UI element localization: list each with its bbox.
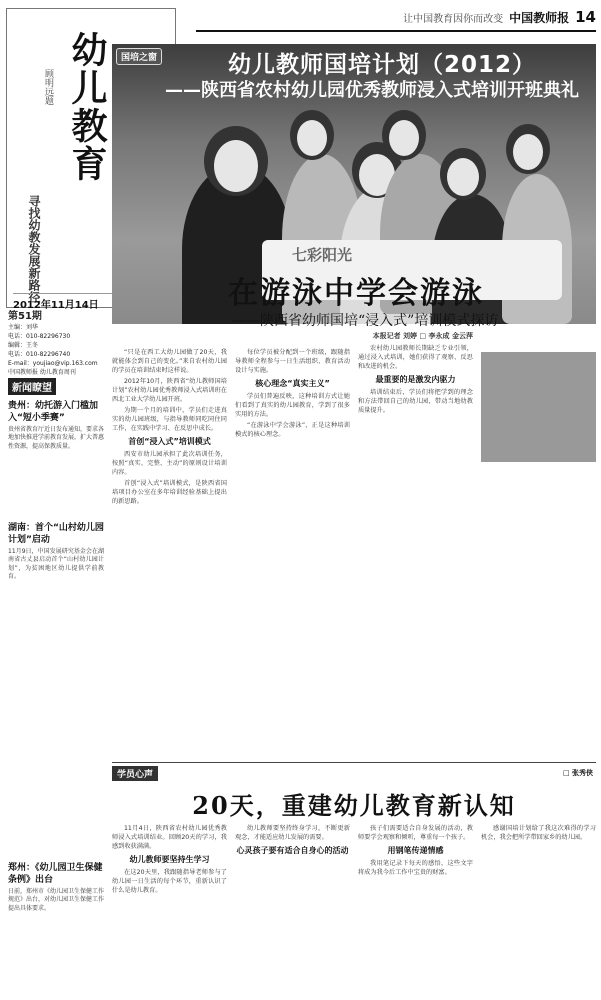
paragraph: 学员们普遍反映，这种培训方式让她们看到了真实的幼儿园教育，学到了很多实用的方法。 xyxy=(235,393,350,418)
text-column xyxy=(358,332,473,764)
meta-line: 中国教师报 幼儿教育周刊 xyxy=(8,369,76,376)
meta-line: E-mail：youjiao@vip.163.com xyxy=(8,360,98,367)
paragraph: 为期一个月的培训中，学员们走进真实的幼儿园班级，与指导教师同吃同住同工作，在实践中学习、在反思中成长。 xyxy=(112,407,227,432)
paragraph: 我用笔记录下每天的感悟，这些文字将成为我今后工作中宝贵的财富。 xyxy=(358,860,473,876)
paragraph: 感谢国培计划给了我这次难得的学习机会，我会把所学带回家乡的幼儿园。 xyxy=(481,825,596,841)
article-subhead: 最重要的是激发内驱力 xyxy=(375,375,456,384)
paragraph: 每位学员被分配到一个班级，跟随指导教师全程参与一日生活组织、教育活动设计与实施。 xyxy=(235,349,350,374)
text-column xyxy=(481,332,596,764)
calligraphy-signature: 顾明远题 xyxy=(43,69,53,105)
person-face xyxy=(214,140,258,192)
paragraph: 幼儿教师要坚持终身学习，不断更新观念，才能适应幼儿发展的需要。 xyxy=(235,825,350,841)
brief-body: 11月9日，中国发展研究基金会在湖南省古丈县启动首个“山村幼儿园计划”，为贫困地区幼儿提供学前教育。 xyxy=(8,548,104,581)
meta-line: 电话：010-82296730 xyxy=(8,333,71,340)
article-subhead: 核心理念“真实主义” xyxy=(255,379,330,388)
news-briefs xyxy=(8,376,104,451)
meta-line: 编辑：王冬 xyxy=(8,342,39,349)
person-face xyxy=(447,158,479,196)
running-header xyxy=(196,4,596,32)
text-column xyxy=(235,824,350,994)
masthead-slogan: 寻找幼教发展新路径 xyxy=(27,195,41,303)
brief-title: 郑州：《幼儿园卫生保健条例》出台 xyxy=(8,863,103,885)
paragraph: 首创“浸入式”培训模式，是陕西省国培项目办公室在多年培训经验基础上提出的新思路。 xyxy=(112,480,227,505)
text-column xyxy=(358,824,473,994)
text-column xyxy=(481,824,596,994)
paragraph: 孩子们需要适合自身发展的活动，教师要学会观察和倾听，尊重每一个孩子。 xyxy=(358,825,473,841)
text-column xyxy=(235,332,350,764)
editorial-info xyxy=(8,312,104,377)
paragraph: 在这20天里，我跟随指导老师参与了幼儿园一日生活的每个环节，重新认识了什么是幼儿教育。 xyxy=(112,869,227,894)
person-face xyxy=(297,120,327,156)
news-brief xyxy=(8,520,104,582)
text-column xyxy=(112,824,227,994)
article-subhead: 用钢笔传递情感 xyxy=(387,846,444,855)
brief-title: 贵州：幼托游入门槛加入“短小季赛” xyxy=(8,401,99,423)
article-subhead: 幼儿教师要坚持生学习 xyxy=(129,855,210,864)
paragraph: 11月4日，陕西省农村幼儿园优秀教师浸入式培训结业。回顾20天的学习，我感到收获满满。 xyxy=(112,825,227,850)
section-label: 新闻瞭望 xyxy=(8,378,56,395)
article-title: 20天，重建幼儿教育新认知 xyxy=(192,791,516,820)
meta-line: 电话：010-82296740 xyxy=(8,351,71,358)
paragraph: 2012年10月，陕西省“幼儿教师国培计划”农村幼儿园优秀教师浸入式培训班在西北工业大学幼儿园开班。 xyxy=(112,378,227,403)
subheadline: ——陕西省幼师国培“浸入式”培训模式探访 xyxy=(232,313,499,329)
header-paper-name: 中国教师报 xyxy=(509,10,570,25)
person-face xyxy=(389,120,419,156)
page-number: 14 xyxy=(575,8,596,26)
issue-number: 第51期 xyxy=(8,311,42,322)
brief-title: 湖南：首个“山村幼儿园计划”启动 xyxy=(8,523,104,545)
photo-title: 幼儿教师国培计划（2012） xyxy=(227,52,536,78)
headline: 在游泳中学会游泳 xyxy=(228,276,484,311)
paragraph: “在游泳中学会游泳”，正是这种培训模式的核心理念。 xyxy=(235,422,350,438)
paragraph: 农村幼儿园教师长期缺乏专业引领，通过浸入式培训，她们获得了观察、反思和改进的机会。 xyxy=(358,345,473,370)
section-label: 学员心声 xyxy=(112,766,158,781)
article-body xyxy=(112,824,596,994)
brief-body: 日前，郑州市《幼儿园卫生保健工作规范》出台，对幼儿园卫生保健工作提出具体要求。 xyxy=(8,888,105,912)
article-byline: □ 张秀侠 xyxy=(562,769,593,777)
paragraph: “只是在西工大幼儿园做了20天，我就能体会到自己的变化。”来自农村幼儿园的学员在培训结束时这样说。 xyxy=(112,349,227,374)
news-brief xyxy=(8,860,104,913)
person-face xyxy=(513,134,543,170)
article-body xyxy=(112,332,596,764)
paragraph: 培训结束后，学员们将把学到的理念和方法带回自己的幼儿园，带动当地幼教质量提升。 xyxy=(358,389,473,414)
article-byline: 本报记者 刘婷 □ 李永成 金云萍 xyxy=(372,332,473,340)
meta-line: 主编：刘华 xyxy=(8,324,39,331)
brief-body: 贵州省教育厅近日发布通知，要求各地加快推进学前教育发展，扩大普惠性资源，提高保教质量。 xyxy=(8,426,105,450)
article-subhead: 心灵孩子要有适合自身心的活动 xyxy=(236,846,349,855)
text-column xyxy=(112,332,227,764)
photo-badge: 国培之窗 xyxy=(116,48,162,65)
issue-date: 2012年11月14日 xyxy=(13,293,173,311)
masthead-title: 幼儿教育 xyxy=(66,31,108,183)
header-tagline: 让中国教育因你而改变 xyxy=(403,13,504,25)
banner-text: 七彩阳光 xyxy=(292,246,353,264)
article-photo xyxy=(481,352,596,462)
divider xyxy=(112,762,596,763)
article-subhead: 首创“浸入式”培训模式 xyxy=(128,437,211,446)
photo-subtitle: ——陕西省农村幼儿园优秀教师浸入式培训开班典礼 xyxy=(165,80,579,101)
paragraph: 西安市幼儿园承担了此次培训任务，按照“真实、完整、主动”的原则设计培训内容。 xyxy=(112,451,227,476)
